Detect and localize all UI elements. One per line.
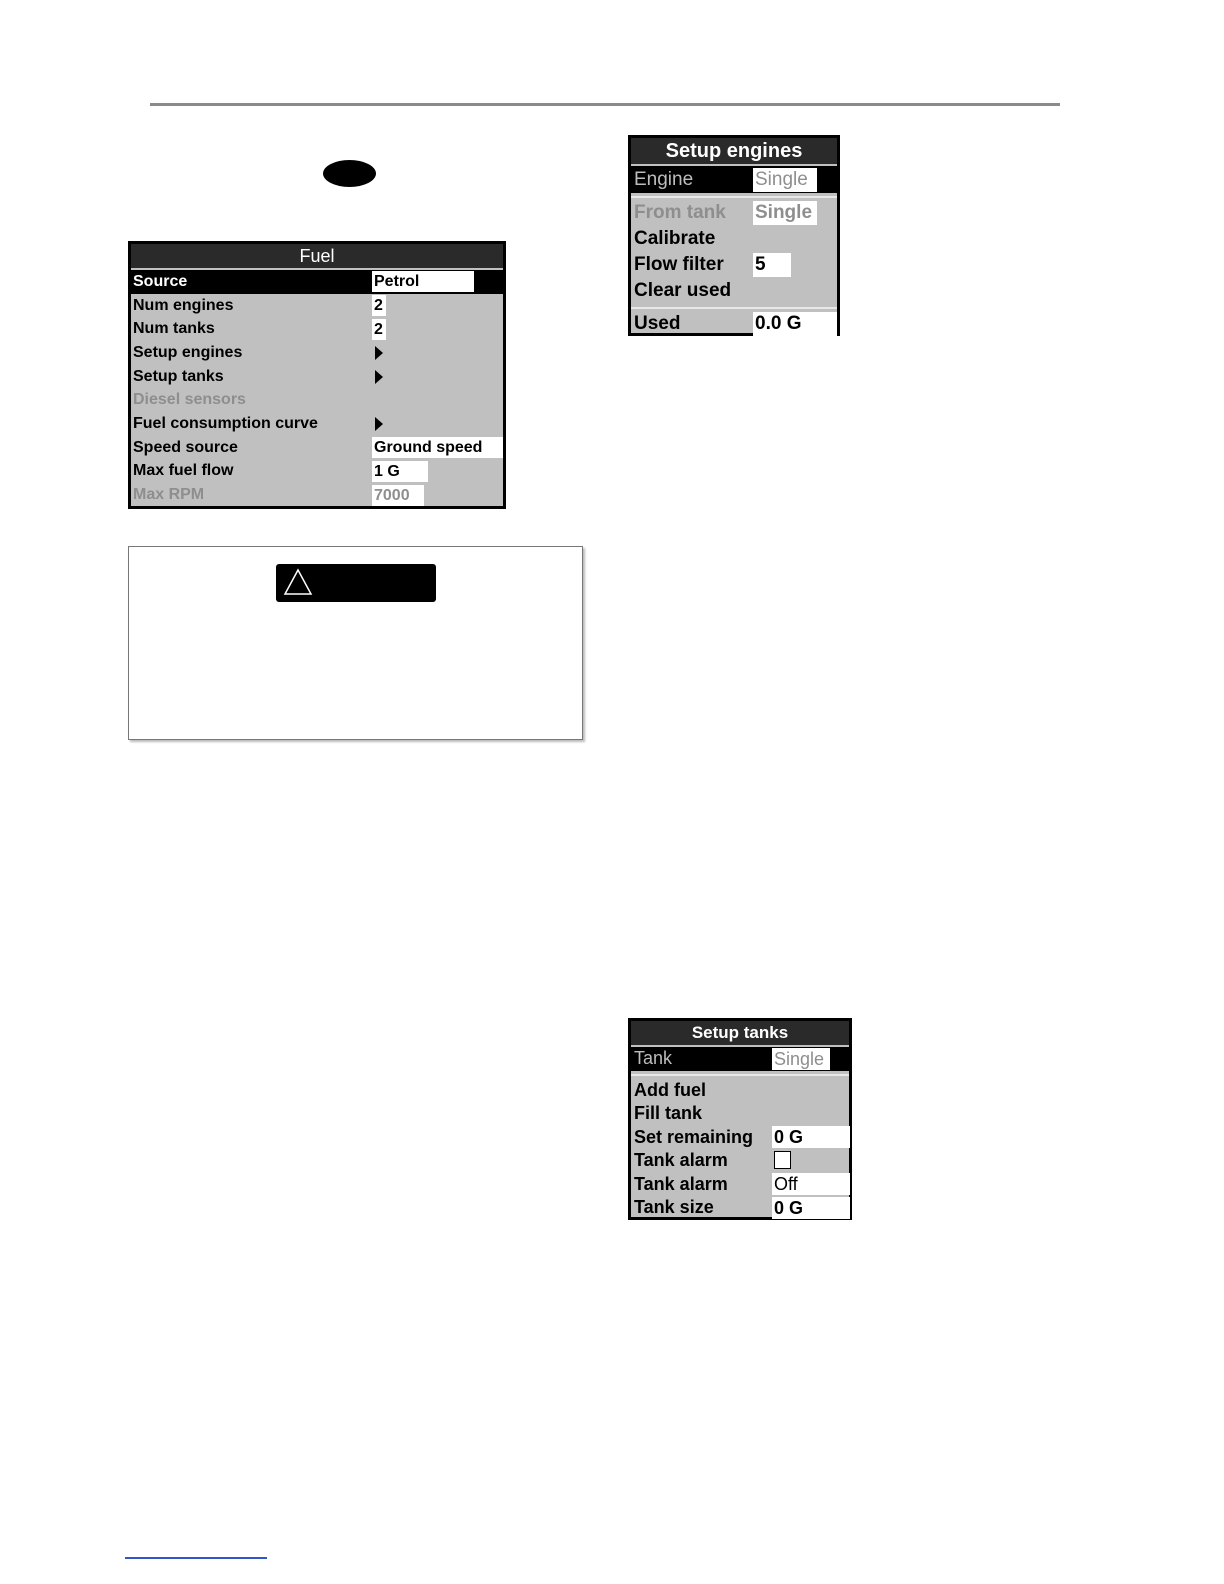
menu-item-label: From tank [634,202,726,223]
menu-item-num-engines[interactable] [131,294,503,318]
fuel-menu-title: Fuel [131,244,503,270]
separator [631,196,837,198]
menu-item-label: Fuel consumption curve [133,414,318,432]
menu-item-label: Tank size [634,1197,714,1218]
tank-size-value[interactable]: 0 G [772,1197,850,1219]
menu-item-setup-tanks[interactable] [131,365,503,389]
used-readout [631,311,837,337]
submenu-arrow-icon [375,417,383,431]
separator [631,1074,849,1076]
fuel-menu [128,241,506,509]
menu-item-clear-used[interactable] [631,278,837,304]
menu-item-tank-alarm-enable[interactable] [631,1149,849,1173]
menu-item-engine[interactable] [631,166,837,193]
menu-item-label: Tank alarm [634,1173,728,1194]
menu-item-diesel-sensors [131,388,503,412]
menu-key-icon [323,160,376,187]
submenu-arrow-icon [375,370,383,384]
menu-item-label: Flow filter [634,254,724,275]
menu-item-calibrate[interactable] [631,226,837,252]
tank-alarm-checkbox[interactable] [774,1151,791,1169]
setup-tanks-title: Setup tanks [631,1021,849,1047]
menu-item-add-fuel[interactable] [631,1079,849,1103]
max-fuel-flow-value[interactable]: 1 G [372,461,428,482]
menu-item-setup-engines[interactable] [131,341,503,365]
menu-item-label: Max fuel flow [133,462,234,480]
warning-triangle-icon [283,568,313,596]
menu-item-label: Calibrate [634,228,716,249]
menu-item-tank-size[interactable] [631,1196,849,1220]
submenu-arrow-icon [375,346,383,360]
engine-value[interactable]: Single [753,168,817,192]
num-engines-value[interactable]: 2 [372,295,386,316]
menu-item-label: Add fuel [634,1079,706,1100]
max-rpm-value: 7000 [372,485,424,506]
menu-item-max-fuel-flow[interactable] [131,460,503,484]
speed-source-value[interactable]: Ground speed [372,437,503,458]
footer-link-underline[interactable] [125,1557,267,1559]
menu-item-label: Engine [634,168,694,190]
set-remaining-value[interactable]: 0 G [772,1126,850,1148]
warning-banner [276,564,436,602]
menu-item-fuel-consumption-curve[interactable] [131,412,503,436]
menu-item-tank[interactable] [631,1047,849,1071]
menu-item-label: Diesel sensors [133,391,246,409]
used-value: 0.0 G [753,312,837,336]
menu-item-label: Tank [634,1048,673,1069]
menu-item-fill-tank[interactable] [631,1102,849,1126]
menu-item-label: Max RPM [133,486,205,504]
num-tanks-value[interactable]: 2 [372,319,386,340]
used-label: Used [634,313,681,334]
separator [631,307,837,309]
menu-item-label: Setup tanks [133,367,224,385]
header-rule [150,103,1060,106]
flow-filter-value[interactable]: 5 [753,253,791,277]
tank-alarm-value[interactable]: Off [772,1173,850,1195]
menu-item-flow-filter[interactable] [631,252,837,278]
menu-item-label: Clear used [634,280,732,301]
tank-value[interactable]: Single [772,1048,830,1070]
menu-item-label: Speed source [133,438,238,456]
menu-item-set-remaining[interactable] [631,1126,849,1150]
menu-item-max-rpm [131,483,503,507]
menu-item-label: Setup engines [133,343,243,361]
menu-item-source[interactable] [131,270,503,294]
source-value[interactable]: Petrol [372,271,474,292]
menu-item-label: Fill tank [634,1103,703,1124]
menu-item-num-tanks[interactable] [131,317,503,341]
menu-item-label: Num tanks [133,320,215,338]
menu-item-label: Source [133,272,188,290]
warning-box [128,546,583,740]
setup-engines-title: Setup engines [631,138,837,166]
setup-engines-menu [628,135,840,336]
setup-tanks-menu [628,1018,852,1220]
menu-item-label: Num engines [133,296,234,314]
from-tank-value: Single [753,201,817,225]
menu-item-from-tank [631,200,837,226]
menu-item-speed-source[interactable] [131,436,503,460]
menu-item-label: Set remaining [634,1126,754,1147]
menu-item-tank-alarm-level[interactable] [631,1173,849,1197]
menu-item-label: Tank alarm [634,1150,728,1171]
